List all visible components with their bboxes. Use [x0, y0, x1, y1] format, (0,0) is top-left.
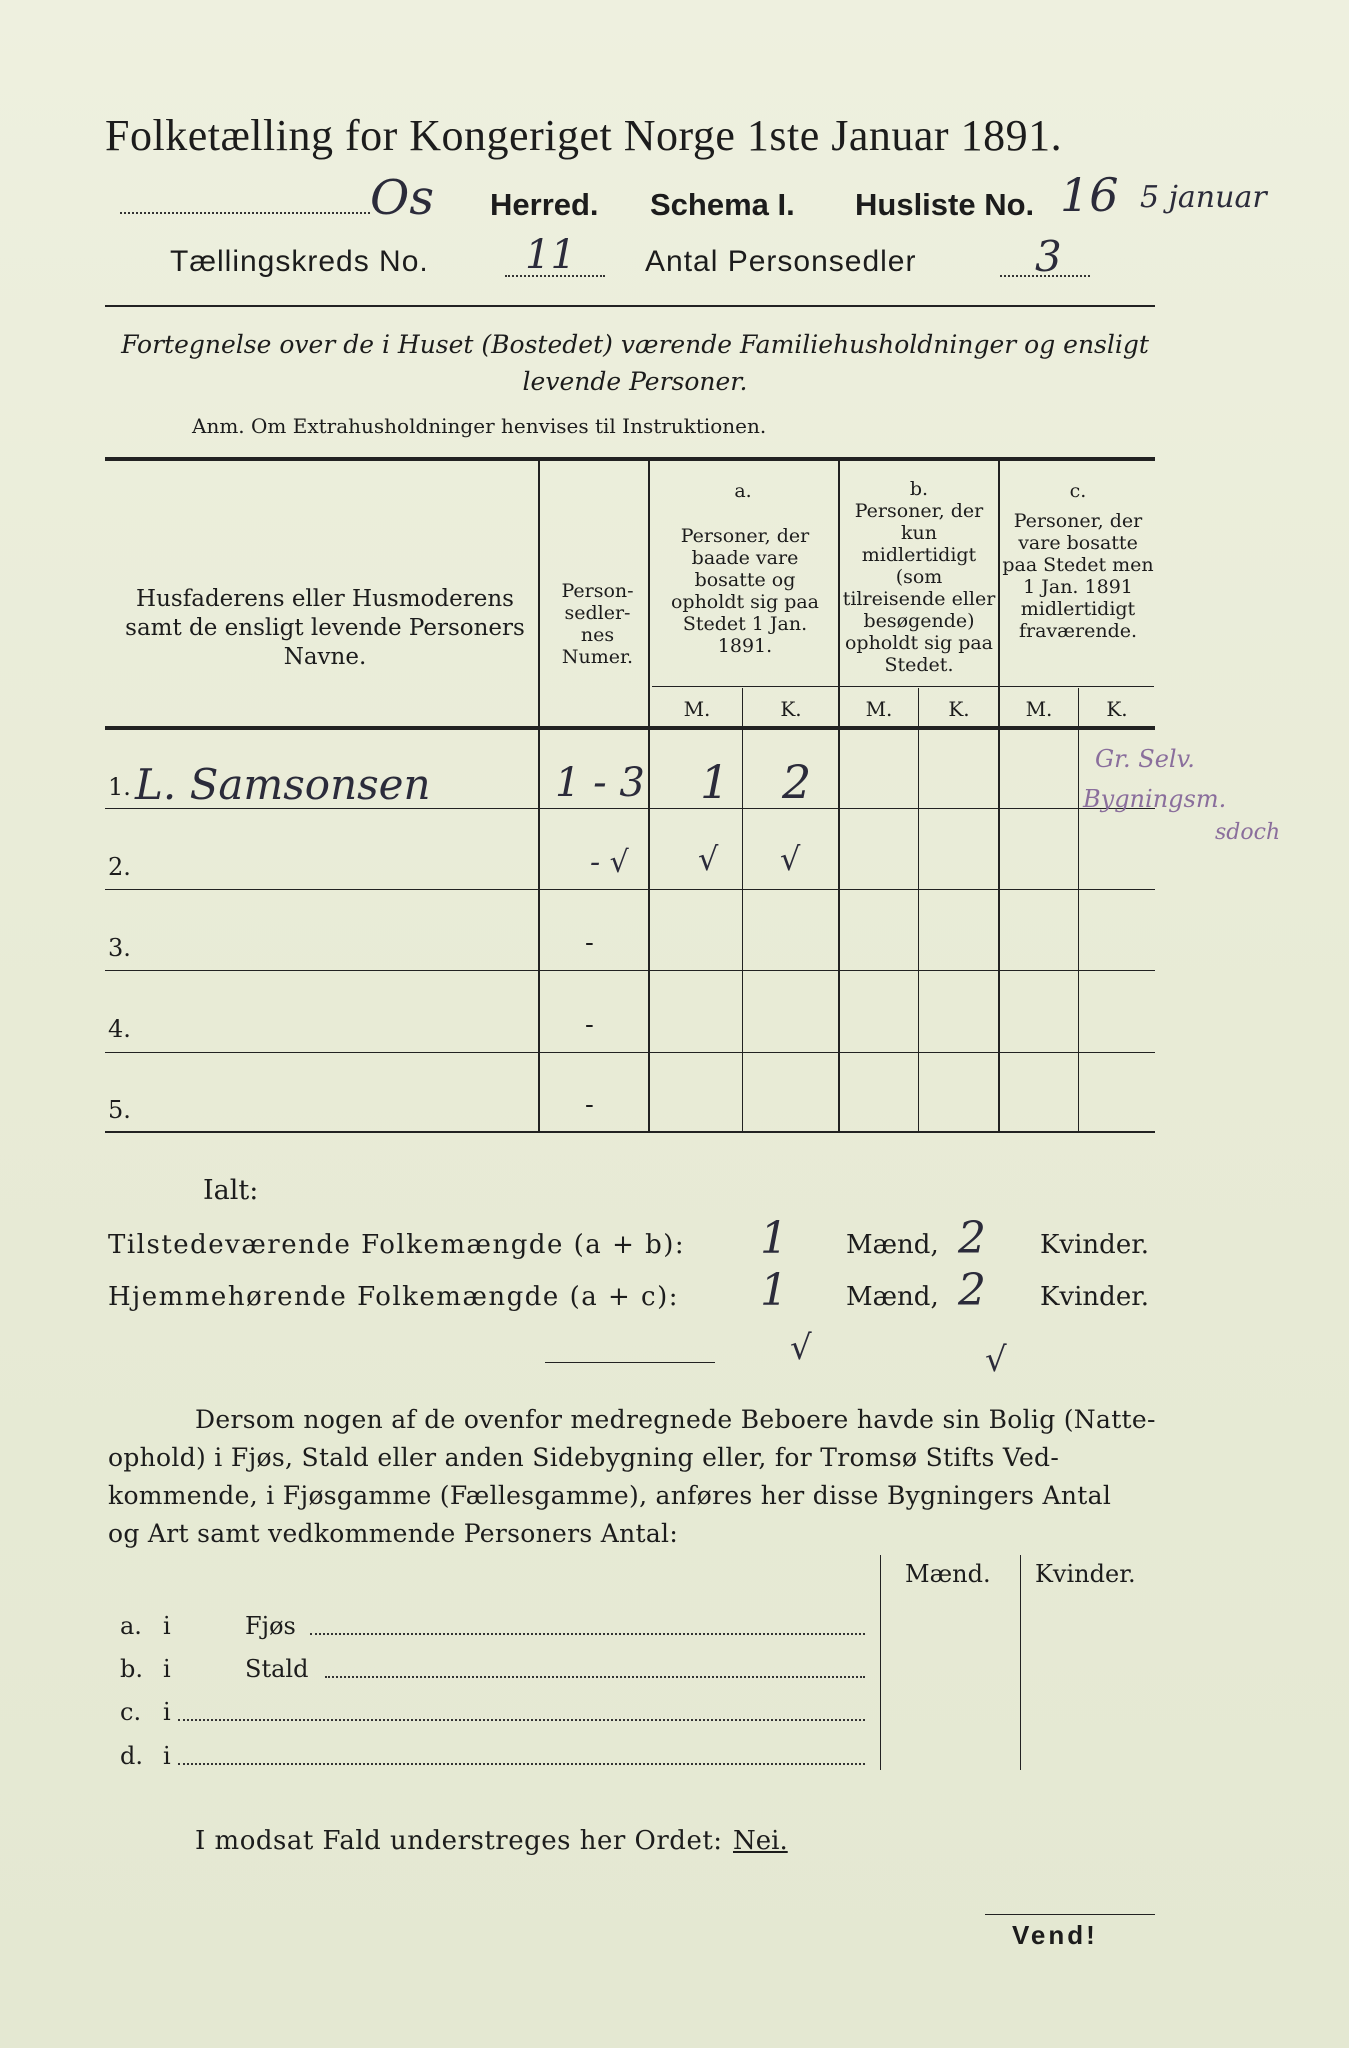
tilst-k-value: 2 — [958, 1213, 986, 1264]
nei-word: Nei. — [733, 1826, 788, 1856]
col-names-header: Husfaderens eller Husmoderens samt de ensligt levende Personers Navne. — [125, 586, 525, 670]
buildings-kvinder-header: Kvinder. — [1035, 1560, 1136, 1588]
building-a-letter: a. — [120, 1612, 142, 1640]
row-4-number: 4. — [108, 1015, 131, 1043]
b-m-label: M. — [865, 697, 893, 721]
totals-check-k: √ — [985, 1340, 1007, 1380]
row-line-4 — [105, 1052, 1155, 1053]
side-note-3: sdoch — [1215, 820, 1281, 845]
anm-note: Anm. Om Extrahusholdninger henvises til Instruktionen. — [192, 414, 767, 438]
mk-rule — [652, 686, 1154, 687]
a-k-label: K. — [780, 697, 802, 721]
row-5-num: - — [585, 1090, 594, 1120]
hjem-maend: Mænd, — [846, 1282, 939, 1312]
herred-value: Os — [370, 170, 434, 226]
col-divider-a — [838, 461, 840, 1131]
herred-dotline — [120, 212, 370, 214]
col-divider-c-mk — [1078, 688, 1079, 1131]
hjem-k-value: 2 — [958, 1265, 986, 1316]
col-divider-a-mk — [742, 688, 743, 1131]
col-divider-b-mk — [918, 688, 919, 1131]
buildings-col-divider-1 — [880, 1555, 881, 1770]
building-b-i: i — [163, 1655, 171, 1683]
tilst-label: Tilstedeværende Folkemængde (a + b): — [108, 1230, 686, 1260]
row-2-number: 2. — [108, 853, 131, 881]
buildings-para-4: og Art samt vedkommende Personers Antal: — [108, 1519, 679, 1548]
buildings-para-2: ophold) i Fjøs, Stald eller anden Sidebygning eller, for Tromsø Stifts Ved- — [108, 1443, 1060, 1472]
col-b-letter: b. — [909, 478, 929, 500]
ialt-label: Ialt: — [203, 1175, 259, 1206]
col-divider-b — [998, 461, 1000, 1131]
totals-rule — [545, 1362, 715, 1363]
building-b-label: Stald — [245, 1655, 309, 1683]
row-2-num: - √ — [590, 845, 629, 880]
building-b-letter: b. — [120, 1655, 143, 1683]
building-c-letter: c. — [120, 1698, 142, 1726]
building-d-letter: d. — [120, 1742, 143, 1770]
c-m-label: M. — [1025, 697, 1053, 721]
row-4-num: - — [585, 1010, 594, 1040]
col-c-letter: c. — [1069, 480, 1087, 502]
intro-line-2: levende Personer. — [522, 367, 748, 396]
col-a-letter: a. — [734, 480, 752, 502]
building-a-dotline — [310, 1633, 865, 1635]
building-c-i: i — [163, 1698, 171, 1726]
col-divider-num — [648, 461, 650, 1131]
vend-label: Vend! — [1012, 1920, 1098, 1950]
modsat-text: I modsat Fald understreges her Ordet: — [195, 1826, 723, 1856]
a-m-label: M. — [683, 697, 711, 721]
row-1-number: 1. — [108, 773, 131, 801]
hjem-m-value: 1 — [760, 1265, 788, 1316]
building-b-dotline — [325, 1676, 865, 1678]
side-note-1: Gr. Selv. — [1095, 745, 1195, 773]
building-a-i: i — [163, 1612, 171, 1640]
b-k-label: K. — [948, 697, 970, 721]
buildings-maend-header: Mænd. — [905, 1560, 991, 1588]
row-3-number: 3. — [108, 934, 131, 962]
tilst-m-value: 1 — [760, 1213, 788, 1264]
antal-label: Antal Personsedler — [645, 245, 917, 278]
header-rule — [105, 305, 1155, 307]
row-1-num: 1 - 3 — [555, 760, 645, 806]
buildings-para-3: kommende, i Fjøsgamme (Fællesgamme), anføres her disse Bygningers Antal — [108, 1481, 1112, 1510]
col-b-header: Personer, der kun midlertidigt (som tilreisende eller besøgende) opholdt sig paa Stedet. — [842, 500, 996, 676]
building-a-label: Fjøs — [245, 1612, 296, 1640]
hjem-label: Hjemmehørende Folkemængde (a + c): — [108, 1282, 679, 1312]
col-num-header: Person-sedler-nes Numer. — [561, 580, 634, 668]
c-k-label: K. — [1106, 697, 1128, 721]
row-1-name: L. Samsonsen — [135, 760, 431, 809]
row-2-a-m: √ — [698, 840, 719, 878]
vend-rule — [985, 1914, 1155, 1915]
row-line-2 — [105, 889, 1155, 890]
building-d-dotline — [178, 1763, 865, 1765]
row-3-num: - — [585, 928, 594, 958]
side-note-2: Bygningsm. — [1083, 785, 1227, 813]
col-divider-names — [538, 461, 540, 1131]
buildings-para-1: Dersom nogen af de ovenfor medregnede Beboere havde sin Bolig (Natte- — [195, 1405, 1156, 1434]
herred-label: Herred. — [490, 187, 599, 222]
building-d-i: i — [163, 1742, 171, 1770]
col-a-header: Personer, der baade vare bosatte og opholdt sig paa Stedet 1 Jan. 1891. — [670, 525, 820, 657]
tilst-kvinder: Kvinder. — [1040, 1230, 1150, 1260]
husliste-value: 16 — [1060, 168, 1119, 222]
row-5-number: 5. — [108, 1096, 131, 1124]
kreds-label: Tællingskreds No. — [170, 245, 429, 278]
col-c-header: Personer, der vare bosatte paa Stedet men 1 Jan. 1891 midlertidigt fraværende. — [1002, 510, 1154, 642]
kreds-value: 11 — [525, 232, 576, 278]
husliste-note: 5 januar — [1140, 180, 1267, 215]
husliste-label: Husliste No. — [855, 187, 1035, 222]
row-line-3 — [105, 970, 1155, 971]
totals-check-m: √ — [790, 1328, 812, 1368]
table-bottom-rule — [105, 1131, 1155, 1133]
row-1-a-m: 1 — [700, 755, 730, 809]
hjem-kvinder: Kvinder. — [1040, 1282, 1150, 1312]
row-2-a-k: √ — [780, 840, 801, 878]
form-title: Folketælling for Kongeriget Norge 1ste Januar 1891. — [105, 111, 1063, 160]
antal-value: 3 — [1035, 232, 1062, 281]
building-c-dotline — [178, 1719, 865, 1721]
tilst-maend: Mænd, — [846, 1230, 939, 1260]
row-1-a-k: 2 — [782, 755, 812, 809]
buildings-col-divider-2 — [1020, 1555, 1021, 1770]
intro-line-1: Fortegnelse over de i Huset (Bostedet) værende Familiehusholdninger og ensligt — [121, 330, 1149, 359]
schema-label: Schema I. — [650, 187, 795, 222]
table-header-rule — [105, 726, 1155, 730]
